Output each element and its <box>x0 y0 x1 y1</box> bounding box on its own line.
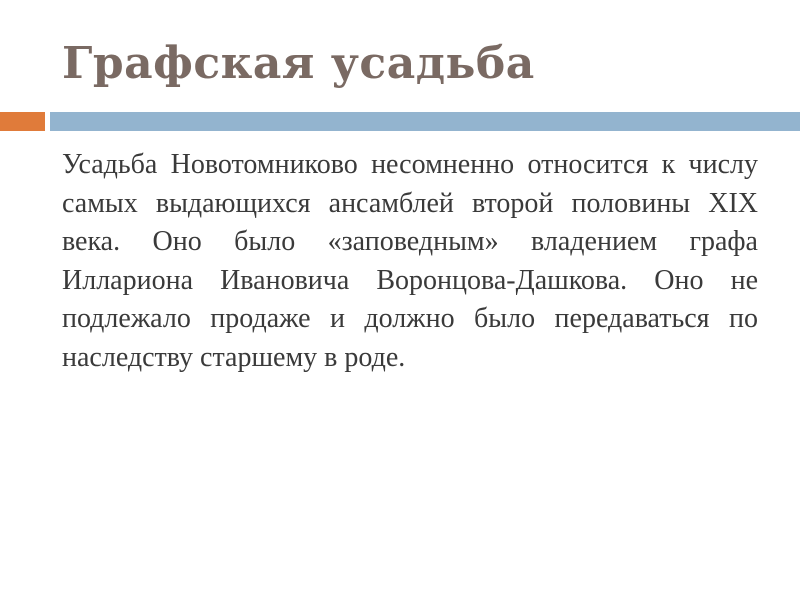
slide-title: Графская усадьба <box>62 38 535 89</box>
divider-bar <box>50 112 800 131</box>
body-paragraph: Усадьба Новотомниково несомненно относится к числу самых выдающихся ансамблей второй половины XIX века. Оно было «заповедным» владением графа Иллариона Ивановича Воронцова-Дашкова. Оно не подлежало продаже и должно было передаваться по наследству старшему в роде. <box>62 149 758 373</box>
accent-bar <box>0 112 45 131</box>
